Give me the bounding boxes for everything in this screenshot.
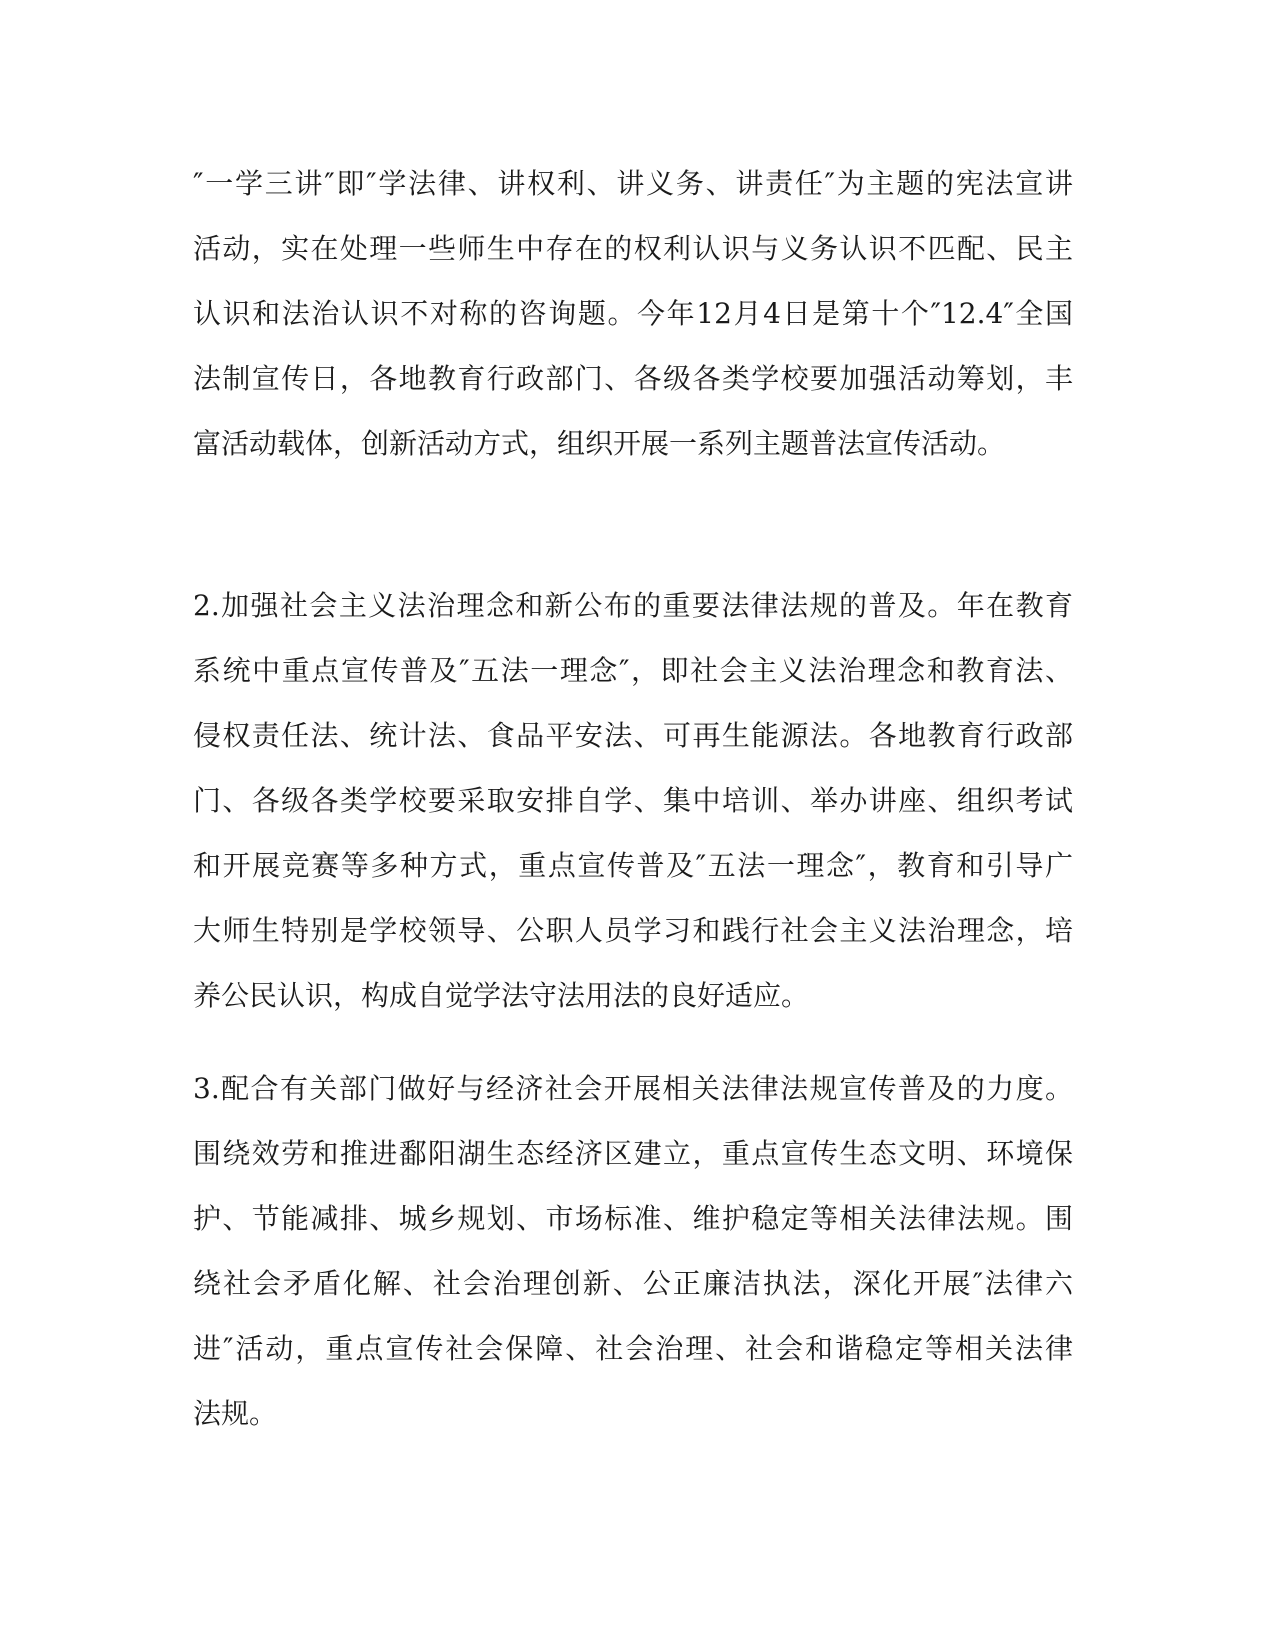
paragraph-line: 养公民认识，构成自觉学法守法用法的良好适应。 — [193, 979, 810, 1012]
paragraph-1 — [193, 167, 1073, 495]
paragraph-line: 富活动载体，创新活动方式，组织开展一系列主题普法宣传活动。 — [193, 427, 1006, 460]
paragraph-line: 法制宣传日，各地教育行政部门、各级各类学校要加强活动筹划，丰 — [193, 362, 1073, 395]
paragraph-3 — [193, 1072, 1073, 1465]
paragraph-line: 2.加强社会主义法治理念和新公布的重要法律法规的普及。年在教育 — [193, 589, 1073, 622]
paragraph-line: 绕社会矛盾化解、社会治理创新、公正廉洁执法，深化开展″法律六 — [193, 1267, 1073, 1300]
paragraph-line: 3.配合有关部门做好与经济社会开展相关法律法规宣传普及的力度。 — [193, 1072, 1073, 1105]
paragraph-line: 大师生特别是学校领导、公职人员学习和践行社会主义法治理念，培 — [193, 914, 1073, 947]
paragraph-line: 护、节能减排、城乡规划、市场标准、维护稳定等相关法律法规。围 — [193, 1202, 1073, 1235]
paragraph-line: 和开展竞赛等多种方式，重点宣传普及″五法一理念″，教育和引导广 — [193, 849, 1073, 882]
paragraph-line: 系统中重点宣传普及″五法一理念″，即社会主义法治理念和教育法、 — [193, 654, 1073, 687]
paragraph-line: 侵权责任法、统计法、食品平安法、可再生能源法。各地教育行政部 — [193, 719, 1073, 752]
paragraph-line: 法规。 — [193, 1397, 278, 1430]
paragraph-line: 围绕效劳和推进鄱阳湖生态经济区建立，重点宣传生态文明、环境保 — [193, 1137, 1073, 1170]
paragraph-2 — [193, 589, 1073, 1047]
paragraph-line: 活动，实在处理一些师生中存在的权利认识与义务认识不匹配、民主 — [193, 232, 1073, 265]
paragraph-line: 门、各级各类学校要采取安排自学、集中培训、举办讲座、组织考试 — [193, 784, 1073, 817]
paragraph-line: 进″活动，重点宣传社会保障、社会治理、社会和谐稳定等相关法律 — [193, 1332, 1073, 1365]
paragraph-line: 认识和法治认识不对称的咨询题。今年12月4日是第十个″12.4″全国 — [193, 297, 1073, 330]
paragraph-line: ″一学三讲″即″学法律、讲权利、讲义务、讲责任″为主题的宪法宣讲 — [193, 167, 1073, 200]
